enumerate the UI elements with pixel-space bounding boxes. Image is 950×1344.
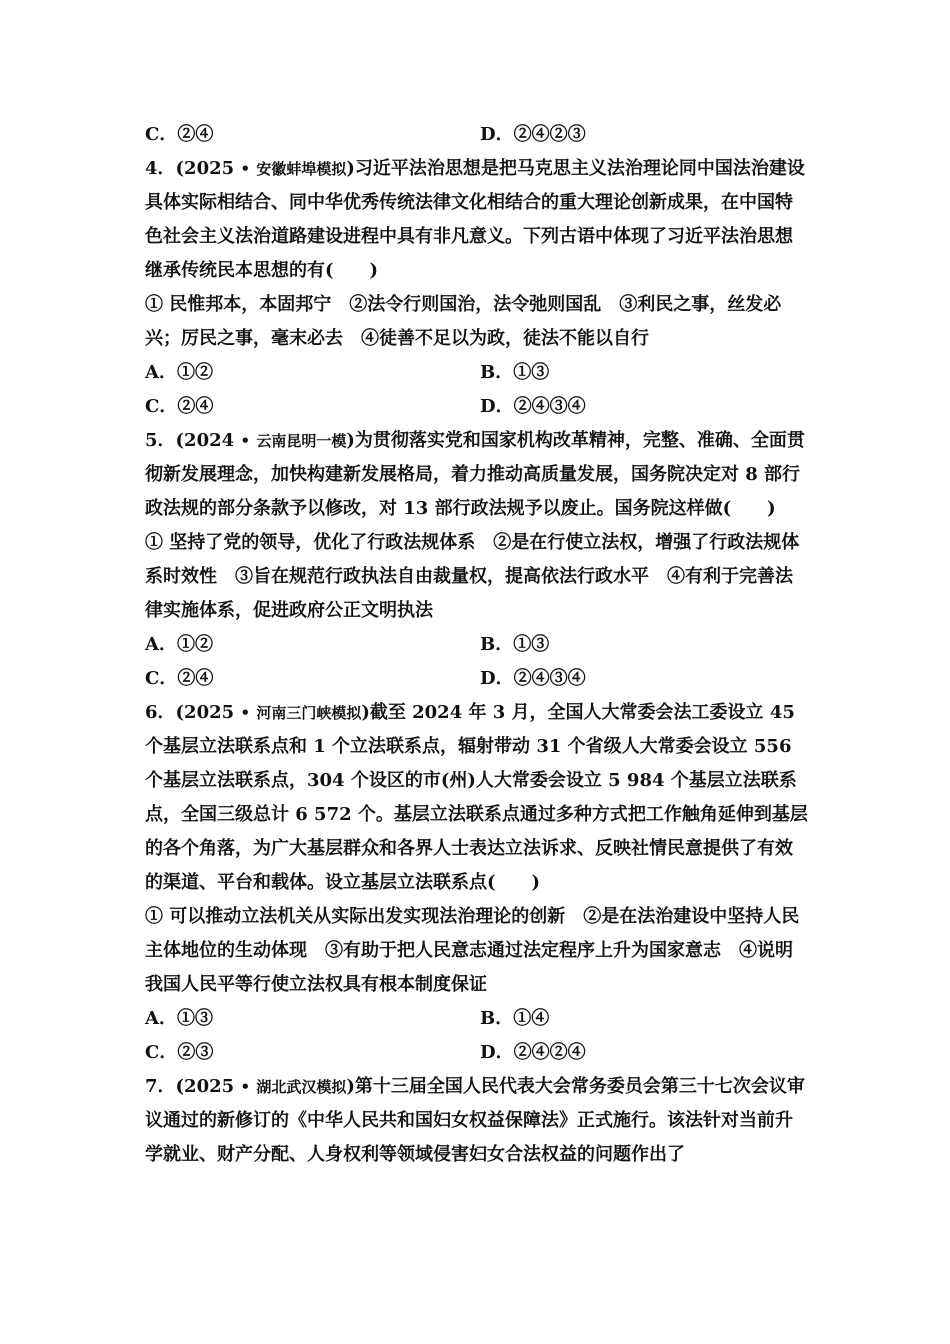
source-year: (2025 (175, 702, 235, 723)
source-bullet: • (240, 160, 251, 178)
source-close: ) (361, 702, 370, 723)
question-number: 7． (145, 1076, 176, 1097)
option-a: A．①② (145, 362, 213, 383)
option-b: B．①③ (480, 634, 550, 655)
question-text: 为贯彻落实党和国家机构改革精神，完整、准确、全面贯彻新发展理念，加快构建新发展格局，着力推动高质量发展，国务院决定对 8 部行政法规的部分条款予以修改，对 13 部行政法规予以废止。国务院这样做( ) (145, 430, 805, 519)
question-6-items: ① 可以推动立法机关从实际出发实现法治理论的创新 ②是在法治建设中坚持人民主体地位的生动体现 ③有助于把人民意志通过法定程序上升为国家意志 ④说明我国人民平等行使立法权具有根本制度保证 (145, 906, 800, 995)
question-5-items: ① 坚持了党的领导，优化了行政法规体系 ②是在行使立法权，增强了行政法规体系时效性 ③旨在规范行政执法自由裁量权，提高依法行政水平 ④有利于完善法律实施体系，促进政府公正文明执法 (145, 532, 800, 621)
question-text: 截至 2024 年 3 月，全国人大常委会法工委设立 45 个基层立法联系点和 1 个立法联系点，辐射带动 31 个省级人大常委会设立 556 个基层立法联系点，304 个设区的市(州)人大常委会设立 5 984 个基层立法联系点，全国三级总计 6 572 个。基层立法联系点通过多种方式把工作触角延伸到基层的各个角落，为广大基层群众和各界人士表达立法诉求、反映社情民意提供了有效的渠道、平台和载体。设立基层立法联系点( ) (145, 702, 808, 893)
option-c: C．②④ (145, 396, 214, 417)
question-6-options-cd (145, 1036, 810, 1070)
question-6-options-ab (145, 1002, 810, 1036)
option-d: D．②④②③ (480, 124, 586, 145)
question-text: 习近平法治思想是把马克思主义法治理论同中国法治建设具体实际相结合、同中华优秀传统法律文化相结合的重大理论创新成果，在中国特色社会主义法治道路建设进程中具有非凡意义。下列古语中体现了习近平法治思想继承传统民本思想的有( ) (145, 158, 805, 281)
question-text: 第十三届全国人民代表大会常务委员会第三十七次会议审议通过的新修订的《中华人民共和国妇女权益保障法》正式施行。该法针对当前升学就业、财产分配、人身权利等领域侵害妇女合法权益的问题作出了 (145, 1076, 805, 1165)
option-c: C．②④ (145, 668, 214, 689)
q3-options-cd (145, 118, 810, 152)
question-number: 6． (145, 702, 176, 723)
question-4-items: ① 民惟邦本，本固邦宁 ②法令行则国治，法令弛则国乱 ③利民之事，丝发必兴；厉民之事，毫末必去 ④徒善不足以为政，徒法不能以自行 (145, 294, 782, 349)
source-bullet: • (240, 704, 251, 722)
option-c: C．②④ (145, 124, 214, 145)
option-b: B．①③ (480, 362, 550, 383)
source-bullet: • (240, 432, 251, 450)
question-7-stem (145, 1070, 810, 1172)
question-5-options-cd (145, 662, 810, 696)
source-year: (2025 (175, 158, 235, 179)
source-close: ) (346, 158, 355, 179)
option-a: A．①② (145, 634, 213, 655)
source-year: (2024 (175, 430, 235, 451)
question-5-stem (145, 424, 810, 526)
question-4-stem (145, 152, 810, 288)
option-d: D．②④③④ (480, 668, 586, 689)
option-d: D．②④②④ (480, 1042, 586, 1063)
question-4-options-cd (145, 390, 810, 424)
document-body (145, 118, 810, 1172)
source-close: ) (346, 1076, 355, 1097)
source-close: ) (346, 430, 355, 451)
question-5-options-ab (145, 628, 810, 662)
option-b: B．①④ (480, 1008, 550, 1029)
option-a: A．①③ (145, 1008, 213, 1029)
question-6-stem (145, 696, 810, 900)
source-place: 湖北武汉模拟 (256, 1078, 347, 1096)
question-4-options-ab (145, 356, 810, 390)
question-number: 4． (145, 158, 176, 179)
question-number: 5． (145, 430, 176, 451)
source-year: (2025 (175, 1076, 235, 1097)
option-c: C．②③ (145, 1042, 214, 1063)
source-place: 云南昆明一模 (256, 432, 347, 450)
option-d: D．②④③④ (480, 396, 586, 417)
source-place: 安徽蚌埠模拟 (256, 160, 347, 178)
source-bullet: • (240, 1078, 251, 1096)
source-place: 河南三门峡模拟 (256, 704, 362, 722)
